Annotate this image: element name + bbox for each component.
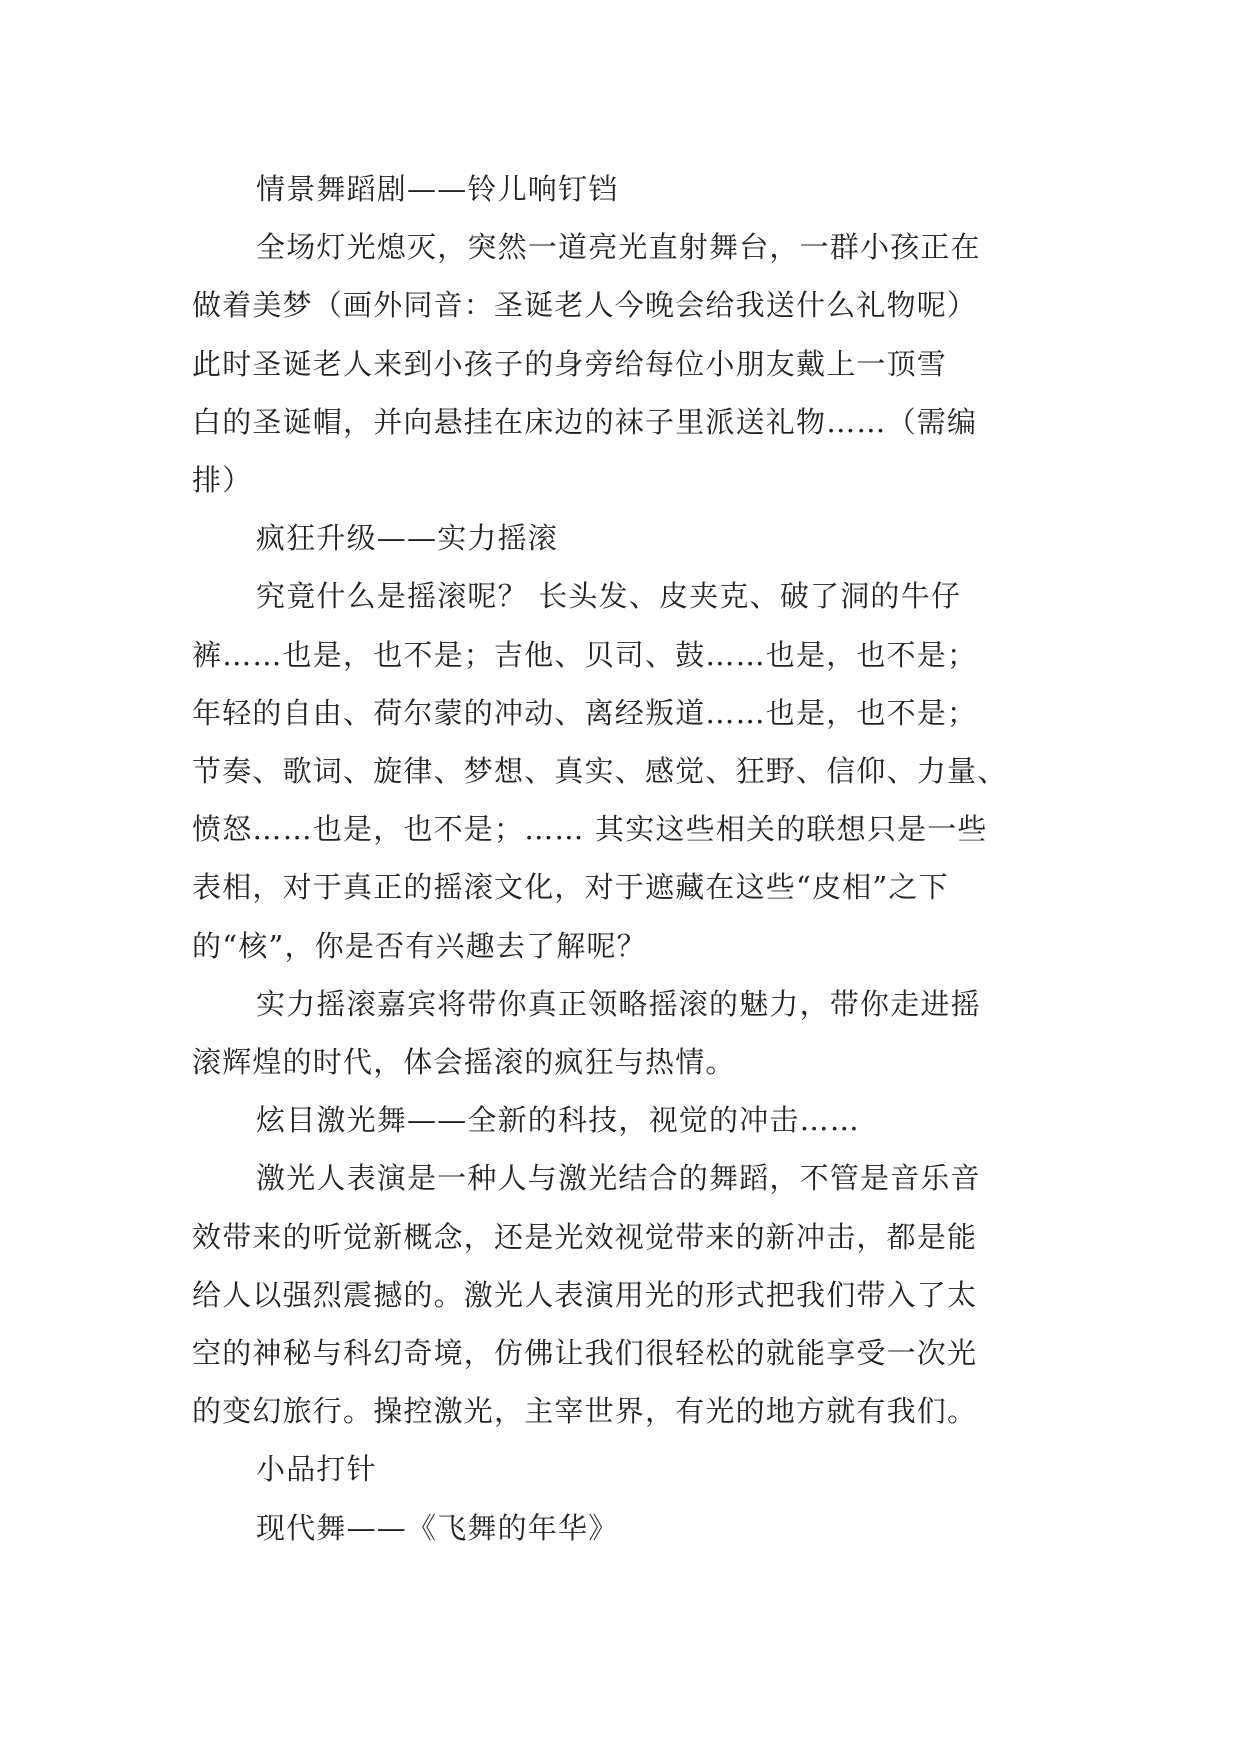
paragraph-line: 排） (192, 463, 253, 498)
paragraph-rock-guests (192, 975, 1052, 1091)
paragraph-jingle-bells (192, 218, 1052, 509)
paragraph-line: 节奏、歌词、旋律、梦想、真实、感觉、狂野、信仰、力量、 (192, 754, 1008, 789)
section-heading-rock: 疯狂升级——实力摇滚 (256, 521, 559, 556)
section-heading-jingle-bells: 情景舞蹈剧——铃儿响钉铛 (256, 172, 619, 206)
paragraph-line: 给人以强烈震撼的。激光人表演用光的形式把我们带入了太 (192, 1277, 978, 1312)
paragraph-laser-dance (192, 1149, 1052, 1440)
paragraph-line: 表相，对于真正的摇滚文化，对于遮藏在这些“皮相”之下 (192, 870, 949, 905)
document-body (192, 160, 1052, 1557)
paragraph-line: 激光人表演是一种人与激光结合的舞蹈，不管是音乐音 (256, 1161, 981, 1196)
paragraph-line: 愤怒……也是，也不是；…… 其实这些相关的联想只是一些 (192, 812, 988, 847)
paragraph-line: 白的圣诞帽，并向悬挂在床边的袜子里派送礼物……（需编 (192, 404, 978, 439)
paragraph-line: 年轻的自由、荷尔蒙的冲动、离经叛道……也是，也不是； (192, 695, 978, 730)
section-heading-modern-dance: 现代舞——《飞舞的年华》 (256, 1510, 619, 1545)
section-heading-sketch: 小品打针 (256, 1452, 377, 1487)
paragraph-line: 此时圣诞老人来到小孩子的身旁给每位小朋友戴上一顶雪 (192, 346, 948, 381)
paragraph-line: 的变幻旅行。操控激光，主宰世界，有光的地方就有我们。 (192, 1394, 978, 1429)
paragraph-rock-intro (192, 567, 1052, 974)
paragraph-line: 全场灯光熄灭，突然一道亮光直射舞台，一群小孩正在 (256, 230, 981, 265)
paragraph-line: 究竟什么是摇滚呢？ 长头发、皮夹克、破了洞的牛仔 (256, 579, 962, 614)
paragraph-line: 效带来的听觉新概念，还是光效视觉带来的新冲击，都是能 (192, 1219, 978, 1254)
paragraph-line: 滚辉煌的时代，体会摇滚的疯狂与热情。 (192, 1045, 736, 1080)
paragraph-line: 做着美梦（画外同音：圣诞老人今晚会给我送什么礼物呢） (192, 288, 978, 323)
paragraph-line: 实力摇滚嘉宾将带你真正领略摇滚的魅力，带你走进摇 (256, 986, 981, 1021)
paragraph-line: 的“核”，你是否有兴趣去了解呢？ (192, 928, 647, 963)
paragraph-line: 裤……也是，也不是；吉他、贝司、鼓……也是，也不是； (192, 637, 978, 672)
paragraph-line: 空的神秘与科幻奇境，仿佛让我们很轻松的就能享受一次光 (192, 1336, 978, 1371)
section-heading-laser-dance: 炫目激光舞——全新的科技，视觉的冲击…… (256, 1103, 861, 1138)
